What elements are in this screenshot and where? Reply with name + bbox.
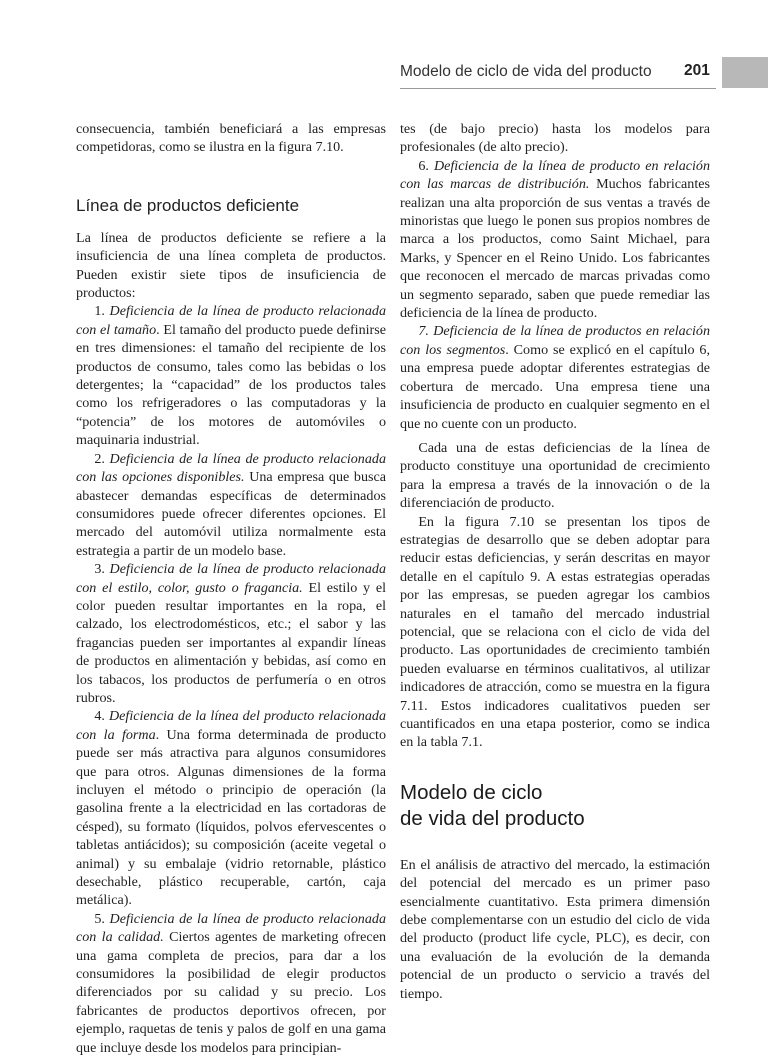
paragraph-analisis: En el análisis de atractivo del mercado, la estimación del potencial del mercado es un primer paso esencialmente cuantitativo. Esta primera dimensión debe complementarse con un estudio del ciclo de vida del producto (product life cycle, PLC), es decir, con una evaluación de la evolución de la demanda potencial de un producto o servicio a través del tiempo. xyxy=(400,856,710,1002)
paragraph-intro: La línea de productos deficiente se refiere a la insuficiencia de una línea completa de productos. Pueden existir siete tipos de insuficiencia de productos: xyxy=(76,229,386,302)
item-5-title: Deficiencia de la línea de producto relacionada con la calidad. xyxy=(76,910,386,946)
heading-line-1: Modelo de ciclo xyxy=(400,780,543,804)
paragraph-cada-una: Cada una de estas deficiencias de la línea de producto constituye una oportunidad de crecimiento para la empresa a través de la innovación o de la diferenciación de producto. xyxy=(400,439,710,512)
chapter-thumb-tab xyxy=(722,57,768,88)
paragraph-figura-7-10: En la figura 7.10 se presentan los tipos de estrategias de desarrollo que se deben adoptar para reducir estas deficiencias, y serán descritas en mayor detalle en el capítulo 9. A estas estrategias operadas por las empresas, se pueden agregar los cambios naturales en el tamaño del mercado industrial potencial, que se relaciona con el ciclo de vida del producto. Las oportunidades de crecimiento también pueden evaluarse en términos cualitativos, al utilizar indicadores de atracción, como se muestra en la figura 7.11. Estos indicadores cualitativos pueden ser cuantificados en una etapa posterior, como se indica en la tabla 7.1. xyxy=(400,513,710,751)
section-heading-linea-deficiente: Línea de productos deficiente xyxy=(76,195,300,215)
right-column xyxy=(400,120,710,1003)
item-4-title: Deficiencia de la línea del producto relacionada con la forma xyxy=(76,708,387,743)
heading-line-2: de vida del producto xyxy=(400,806,585,830)
list-item-6: 6. Deficiencia de la línea de producto en relación con las marcas de distribución. Muchos fabricantes realizan una alta proporción de sus ventas a través de minoristas que luego le ponen sus propios nombres de marca a los productos, como Saint Michael, para Marks, y Spencer en el Reino Unido. Los fabricantes que reconocen el mercado de marcas privadas como un segmento separado, saben que puede remediar las deficiencia de la línea de producto. xyxy=(400,157,711,322)
page-number: 201 xyxy=(684,62,710,79)
paragraph-continuation: consecuencia, también beneficiará a las empresas competidoras, como se ilustra en la figura 7.10. xyxy=(76,121,386,156)
item-3-title: Deficiencia de la línea de producto relacionada con el estilo, color, gusto o fragancia. xyxy=(76,561,386,596)
item-2-title: Deficiencia de la línea de producto relacionada con las opciones disponibles. xyxy=(76,450,386,486)
list-item-5: 5. Deficiencia de la línea de producto relacionada con la calidad. Ciertos agentes de marketing ofrecen una gama completa de precios, para dar a los consumidores la posibilidad de elegir productos diferenciados por su calidad y su precio. Los fabricantes de productos deportivos ofrecen, por ejemplo, raquetas de tenis y palos de golf en una gama que incluye desde los modelos para principian- xyxy=(76,910,386,1056)
running-title: Modelo de ciclo de vida del producto xyxy=(400,63,652,80)
left-column xyxy=(76,120,386,1057)
item-1-title: Deficiencia de la línea de producto relacionada con el tamaño xyxy=(76,303,386,338)
item-7-title: 7. Deficiencia de la línea de productos en relación con los segmentos xyxy=(400,323,710,358)
list-item-1: 1. Deficiencia de la línea de producto relacionada con el tamaño. El tamaño del producto puede definirse en tres dimensiones: el tamaño del recipiente de los productos de consumo, tales como las bebidas o los detergentes; la “capacidad” de los productos tales como los refrigeradores o las computadoras y la “potencia” de los motores de automóviles o maquinaria industrial. xyxy=(76,303,386,449)
list-item-7: 7. Deficiencia de la línea de productos en relación con los segmentos. Como se explicó en el capítulo 6, una empresa puede adoptar diferentes estrategias de cobertura de mercado. Una empresa tiene una insuficiencia de producto en cualquier segmento en el que no cuente con un producto. xyxy=(400,323,711,432)
list-item-4: 4. Deficiencia de la línea del producto relacionada con la forma. Una forma determinada de producto puede ser más atractiva para algunos consumidores que para otros. Algunas dimensiones de la forma incluyen el método o principio de operación (la gasolina frente a la electricidad en las cortadoras de césped), su formato (líquidos, polvos efervescentes o tabletas antiácidos); su composición (aceite vegetal o animal) y su embalaje (vidrio retornable, plástico desechable, plástico recuperable, cartón, caja metálica). xyxy=(76,708,387,909)
item-6-title: Deficiencia de la línea de producto en relación con las marcas de distribución. xyxy=(400,157,711,193)
section-heading-modelo-ciclo xyxy=(400,780,710,832)
header-divider xyxy=(400,88,716,89)
list-item-3: 3. Deficiencia de la línea de producto relacionada con el estilo, color, gusto o fragancia. El estilo y el color pueden resultar importantes en la ropa, el calzado, los electrodomésticos, etc.; el sabor y las fragancias pueden ser importantes al expandir líneas de productos en alimentación y bebidas, así como en los tabacos, los productos de perfumería o en otros rubros. xyxy=(76,561,386,706)
list-item-2: 2. Deficiencia de la línea de producto relacionada con las opciones disponibles. Una empresa que busca abastecer demandas específicas de determinados consumidores puede ofrecer diferentes opciones. El mercado del automóvil utiliza normalmente esta estrategia a partir de un modelo base. xyxy=(76,450,387,559)
paragraph-continuation-right: tes (de bajo precio) hasta los modelos para profesionales (de alto precio). xyxy=(400,121,710,156)
